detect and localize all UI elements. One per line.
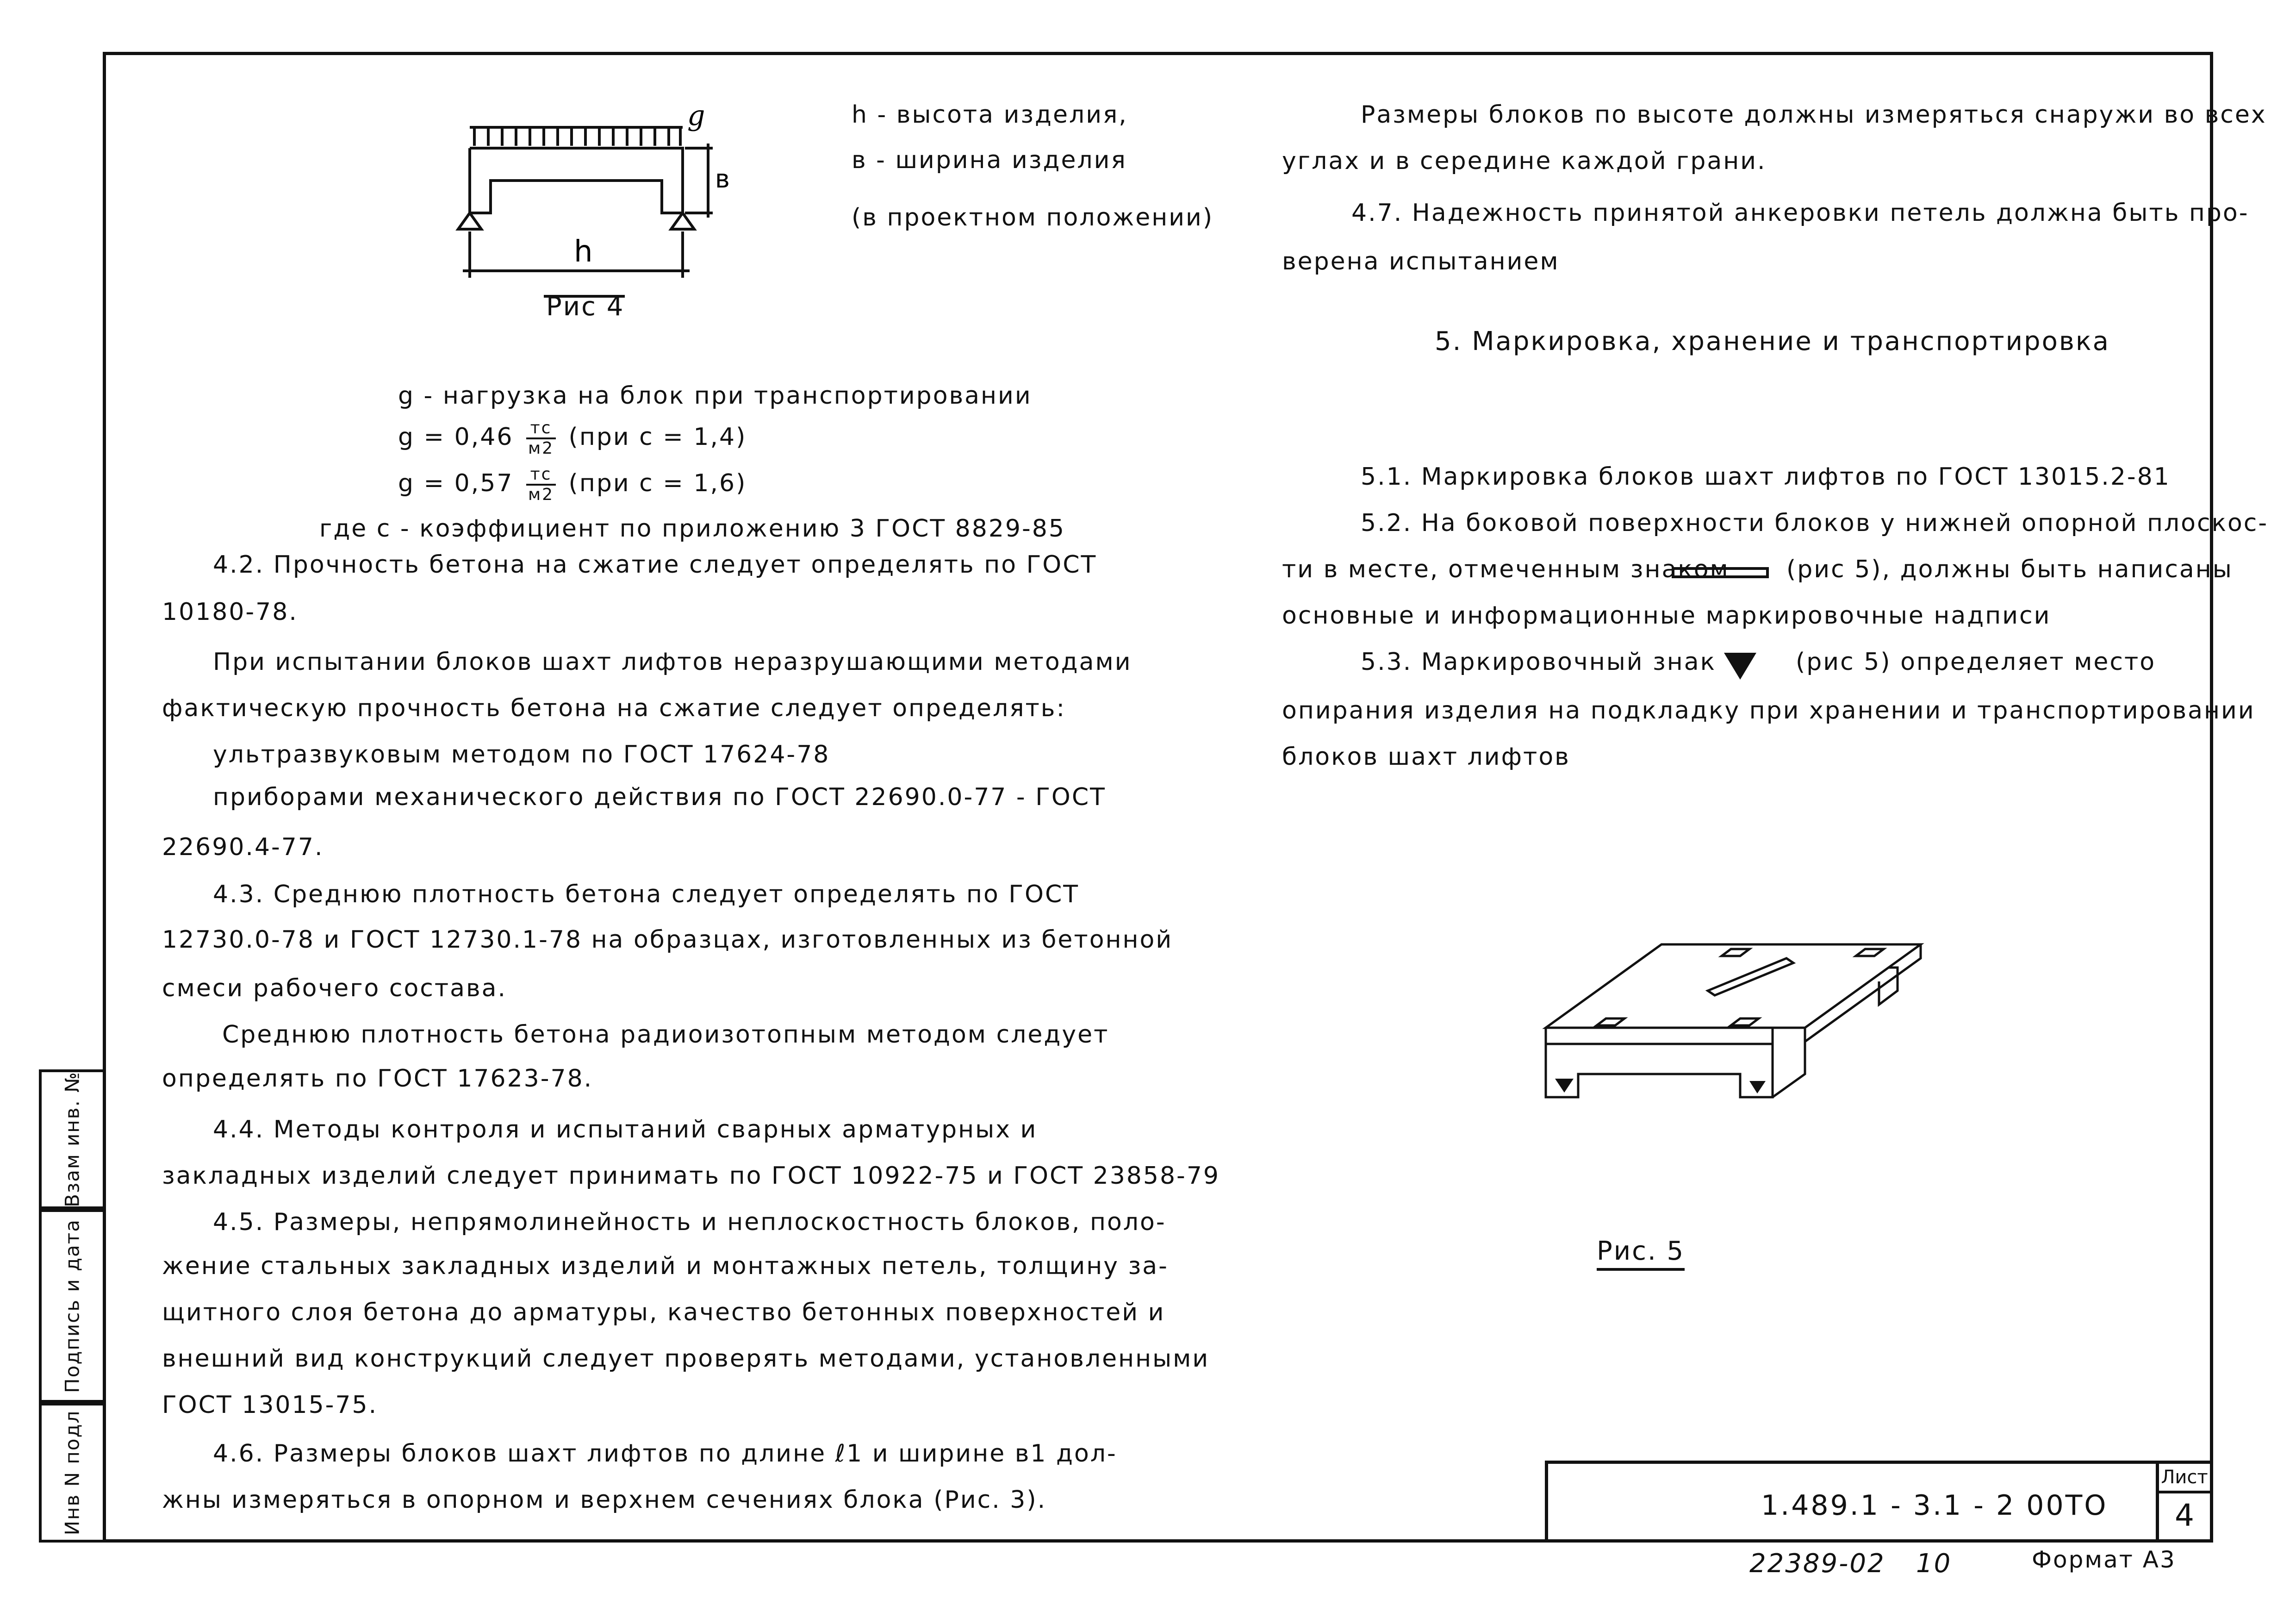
formula-q2-den: м2	[528, 485, 554, 504]
left-line-17: щитного слоя бетона до арматуры, качество бетонных поверхностей и	[162, 1299, 1165, 1326]
left-line-21: жны измеряться в опорном и верхнем сечениях блока (Рис. 3).	[162, 1486, 1047, 1514]
right-line-6: 5.1. Маркировка блоков шахт лифтов по ГОСТ 13015.2-81	[1361, 463, 2171, 491]
formula-q2	[398, 465, 747, 504]
figure-4-legend-position: (в проектном положении)	[852, 204, 1214, 231]
stamp-signature-date-label: Подпись и дата	[61, 1219, 84, 1393]
figure-4-label-b: в	[715, 164, 730, 194]
page-number: 10	[1916, 1549, 1952, 1579]
right-line-7: 5.2. На боковой поверхности блоков у нижней опорной плоскос-	[1361, 509, 2269, 537]
figure-4-caption: Рис 4	[546, 292, 625, 322]
figure-5-block-drawing	[1527, 926, 1944, 1120]
load-definition: g - нагрузка на блок при транспортировании	[398, 382, 1032, 410]
coefficient-definition: где c - коэффициент по приложению 3 ГОСТ 8829-85	[319, 515, 1065, 543]
stamp-inv-podl	[39, 1403, 103, 1543]
formula-q2-fraction	[526, 465, 556, 504]
left-line-18: внешний вид конструкций следует проверять методами, установленными	[162, 1345, 1210, 1373]
figure-4-legend-b: в - ширина изделия	[852, 146, 1127, 174]
left-line-16: жение стальных закладных изделий и монтажных петель, толщину за-	[162, 1252, 1169, 1280]
right-line-4: верена испытанием	[1282, 248, 1560, 275]
marking-rectangle-symbol	[1672, 567, 1769, 578]
left-line-11: Среднюю плотность бетона радиоизотопным методом следует	[222, 1021, 1109, 1049]
marking-triangle-symbol	[1724, 653, 1756, 681]
left-line-9: 12730.0-78 и ГОСТ 12730.1-78 на образцах, изготовленных из бетонной	[162, 926, 1173, 954]
left-line-13: 4.4. Методы контроля и испытаний сварных арматурных и	[213, 1116, 1038, 1143]
formula-q1-fraction	[526, 419, 556, 458]
left-line-5: ультразвуковым методом по ГОСТ 17624-78	[213, 741, 830, 768]
right-line-2: углах и в середине каждой грани.	[1282, 147, 1767, 175]
formula-q2-rhs: (при c = 1,6)	[568, 469, 747, 497]
left-line-6: приборами механического действия по ГОСТ 22690.0-77 - ГОСТ	[213, 783, 1106, 811]
left-line-20: 4.6. Размеры блоков шахт лифтов по длине ℓ1 и ширине в1 дол-	[213, 1440, 1117, 1468]
left-line-19: ГОСТ 13015-75.	[162, 1391, 378, 1419]
right-line-11: опирания изделия на подкладку при хранении и транспортировании	[1282, 697, 2255, 725]
left-line-14: закладных изделий следует принимать по ГОСТ 10922-75 и ГОСТ 23858-79	[162, 1162, 1220, 1190]
stamp-replace-inv-label: Взам инв. №	[61, 1071, 84, 1207]
section-5-heading: 5. Маркировка, хранение и транспортировка	[1435, 326, 2110, 356]
formula-q2-num: тс	[526, 465, 556, 486]
figure-4-legend-h: h - высота изделия,	[852, 101, 1128, 129]
title-block	[1545, 1461, 2213, 1543]
right-line-10a: 5.3. Маркировочный знак	[1361, 648, 1717, 676]
left-line-15: 4.5. Размеры, непрямолинейность и неплоскостность блоков, поло-	[213, 1208, 1166, 1236]
stamp-signature-date	[39, 1209, 103, 1403]
figure-4-diagram	[435, 102, 787, 306]
left-line-4: фактическую прочность бетона на сжатие следует определять:	[162, 694, 1066, 722]
sheet-number: 4	[2175, 1498, 2194, 1533]
left-line-8: 4.3. Среднюю плотность бетона следует определять по ГОСТ	[213, 881, 1080, 908]
archive-number: 22389-02	[1749, 1549, 1885, 1579]
sheet-format: Формат А3	[2032, 1546, 2176, 1573]
sheet-cell	[2156, 1464, 2210, 1539]
left-line-10: смеси рабочего состава.	[162, 974, 507, 1002]
left-line-3: При испытании блоков шахт лифтов неразрушающими методами	[213, 648, 1132, 676]
right-line-12: блоков шахт лифтов	[1282, 743, 1570, 771]
right-line-3: 4.7. Надежность принятой анкеровки петель должна быть про-	[1351, 199, 2249, 227]
stamp-inv-podl-label: Инв N подл	[61, 1410, 84, 1536]
left-line-12: определять по ГОСТ 17623-78.	[162, 1065, 593, 1093]
figure-5-caption: Рис. 5	[1597, 1236, 1685, 1271]
formula-q1-den: м2	[528, 439, 554, 458]
left-line-7: 22690.4-77.	[162, 833, 324, 861]
right-line-8a: ти в месте, отмеченным знаком	[1282, 556, 1730, 583]
stamp-replace-inv	[39, 1069, 103, 1209]
sheet-label: Лист	[2159, 1464, 2210, 1493]
formula-q1-num: тс	[526, 419, 556, 439]
right-line-10b: (рис 5) определяет место	[1796, 648, 2156, 676]
formula-q2-lhs: g = 0,57	[398, 469, 514, 497]
title-block-code: 1.489.1 - 3.1 - 2 00ТО	[1761, 1489, 2108, 1522]
formula-q1-lhs: g = 0,46	[398, 423, 514, 451]
formula-q1-rhs: (при c = 1,4)	[568, 423, 747, 451]
figure-4-label-q: g	[687, 102, 705, 132]
formula-q1	[398, 419, 747, 458]
figure-4-label-h: h	[574, 235, 593, 269]
left-line-1: 4.2. Прочность бетона на сжатие следует определять по ГОСТ	[213, 551, 1097, 579]
left-line-2: 10180-78.	[162, 598, 298, 626]
right-line-8b: (рис 5), должны быть написаны	[1786, 556, 2233, 583]
right-line-1: Размеры блоков по высоте должны измеряться снаружи во всех	[1361, 101, 2267, 129]
right-line-9: основные и информационные маркировочные надписи	[1282, 602, 2051, 630]
